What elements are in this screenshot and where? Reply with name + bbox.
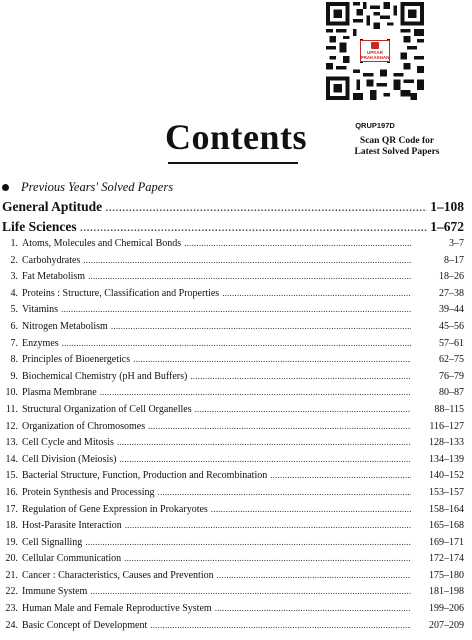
- item-title: Biochemical Chemistry (pH and Buffers): [22, 370, 188, 382]
- toc-item: [0, 504, 472, 521]
- item-pages: 3–7: [449, 238, 464, 249]
- dot-leader: [211, 504, 411, 514]
- toc-item: [0, 371, 472, 388]
- item-pages: 88–115: [434, 403, 464, 415]
- toc-item: [0, 570, 472, 587]
- section-pages: 1–108: [430, 199, 464, 214]
- item-title: Cancer : Characteristics, Causes and Prevention: [22, 569, 214, 581]
- item-number: 8.: [10, 354, 18, 366]
- item-number: 20.: [5, 553, 18, 565]
- dot-leader: [90, 586, 411, 596]
- item-pages: 116–127: [429, 420, 464, 432]
- item-title: Cell Division (Meiosis): [22, 453, 117, 465]
- item-title: Carbohydrates: [22, 254, 81, 266]
- item-number: 22.: [5, 586, 18, 598]
- toc-section: [0, 219, 472, 239]
- dot-leader: [125, 520, 411, 530]
- item-title: Cell Cycle and Mitosis: [22, 437, 114, 449]
- toc-item: [0, 387, 472, 404]
- item-title: Plasma Membrane: [22, 387, 97, 399]
- item-title: Enzymes: [22, 337, 59, 349]
- toc-item: [0, 586, 472, 603]
- item-title: Vitamins: [22, 304, 59, 316]
- item-number: 14.: [5, 453, 18, 465]
- item-pages: 153–157: [429, 486, 464, 498]
- toc-item: [0, 421, 472, 438]
- section-list: [0, 199, 472, 239]
- item-number: 17.: [5, 503, 18, 515]
- item-title: Cellular Communication: [22, 553, 122, 565]
- toc-item: [0, 354, 472, 371]
- toc-item: [0, 520, 472, 537]
- item-pages: 158–164: [429, 503, 464, 515]
- toc-item: [0, 271, 472, 288]
- item-pages: 45–56: [439, 320, 464, 332]
- toc-item: [0, 338, 472, 355]
- toc-item: [0, 255, 472, 272]
- dot-leader: [100, 387, 411, 397]
- item-number: 7.: [10, 337, 18, 349]
- item-title: Regulation of Gene Expression in Prokaryotes: [22, 503, 208, 515]
- dot-leader: [133, 354, 411, 364]
- item-title: Structural Organization of Cell Organelles: [22, 403, 192, 415]
- section-title: General Aptitude: [2, 199, 103, 214]
- item-number: 21.: [5, 569, 18, 581]
- qr-code-block: [326, 2, 424, 130]
- item-pages: 134–139: [429, 453, 464, 465]
- dot-leader: [148, 421, 411, 431]
- section-pages: 1–672: [430, 219, 464, 234]
- item-pages: 62–75: [439, 354, 464, 366]
- previous-papers-heading: [2, 180, 173, 195]
- item-title: Principles of Bioenergetics: [22, 354, 131, 366]
- toc-item: [0, 454, 472, 471]
- item-number: 10.: [5, 387, 18, 399]
- item-pages: 140–152: [429, 470, 464, 482]
- item-number: 2.: [10, 254, 18, 266]
- publisher-logo-line2: PRAKASHAN: [360, 55, 390, 60]
- dot-leader: [117, 437, 411, 447]
- item-title: Protein Synthesis and Processing: [22, 486, 155, 498]
- item-number: 15.: [5, 470, 18, 482]
- dot-leader: [158, 487, 412, 497]
- dot-leader: [111, 321, 411, 331]
- dot-leader: [124, 553, 411, 563]
- item-title: Proteins : Structure, Classification and Properties: [22, 287, 220, 299]
- item-number: 9.: [10, 370, 18, 382]
- publisher-logo-line1: UPKAR: [366, 50, 383, 55]
- dot-leader: [105, 199, 427, 215]
- dot-leader: [190, 371, 411, 381]
- dot-leader: [62, 338, 411, 348]
- item-title: Basic Concept of Development: [22, 619, 148, 631]
- item-pages: 165–168: [429, 520, 464, 532]
- toc-item: [0, 537, 472, 554]
- publisher-logo-mark: [371, 42, 379, 49]
- dot-leader: [222, 288, 411, 298]
- item-number: 5.: [10, 304, 18, 316]
- dot-leader: [195, 404, 411, 414]
- toc-item: [0, 553, 472, 570]
- item-number: 19.: [5, 536, 18, 548]
- item-number: 18.: [5, 520, 18, 532]
- item-pages: 8–17: [444, 254, 464, 266]
- item-number: 16.: [5, 486, 18, 498]
- item-pages: 207–209: [429, 619, 464, 631]
- toc-item: [0, 321, 472, 338]
- scan-note-line2: Latest Solved Papers: [354, 147, 440, 157]
- dot-leader: [83, 255, 411, 265]
- item-title: Human Male and Female Reproductive System: [22, 603, 212, 615]
- dot-leader: [80, 219, 428, 235]
- item-number: 13.: [5, 437, 18, 449]
- toc-item: [0, 620, 472, 637]
- dot-leader: [270, 470, 411, 480]
- bullet-icon: [2, 184, 9, 191]
- item-number: 23.: [5, 603, 18, 615]
- toc-item: [0, 404, 472, 421]
- item-pages: 18–26: [439, 271, 464, 283]
- toc-item: [0, 304, 472, 321]
- item-pages: 181–198: [429, 586, 464, 598]
- item-number: 6.: [10, 320, 18, 332]
- toc-section: [0, 199, 472, 219]
- previous-papers-heading-text: Previous Years' Solved Papers: [21, 180, 174, 194]
- item-number: 24.: [5, 619, 18, 631]
- item-pages: 39–44: [439, 304, 464, 316]
- qr-code-label: QRUP197D: [355, 121, 395, 130]
- dot-leader: [85, 537, 411, 547]
- item-title: Organization of Chromosomes: [22, 420, 146, 432]
- dot-leader: [150, 620, 411, 630]
- title-underline: [168, 162, 298, 164]
- item-number: 1.: [10, 238, 18, 249]
- publisher-logo: [360, 40, 390, 62]
- dot-leader: [215, 603, 411, 613]
- item-number: 4.: [10, 287, 18, 299]
- toc-item: [0, 470, 472, 487]
- toc-item: [0, 288, 472, 305]
- item-title: Fat Metabolism: [22, 271, 86, 283]
- dot-leader: [184, 238, 411, 248]
- toc-item: [0, 487, 472, 504]
- item-title: Bacterial Structure, Function, Production and Recombination: [22, 470, 268, 482]
- item-pages: 76–79: [439, 370, 464, 382]
- dot-leader: [88, 271, 411, 281]
- item-number: 12.: [5, 420, 18, 432]
- scan-note-line1: Scan QR Code for: [359, 136, 435, 146]
- toc-item: [0, 238, 472, 255]
- item-pages: 172–174: [429, 553, 464, 565]
- toc-item-list: [0, 238, 472, 636]
- item-pages: 27–38: [439, 287, 464, 299]
- toc-item: [0, 437, 472, 454]
- qr-code-image: [326, 2, 424, 100]
- item-title: Immune System: [22, 586, 88, 598]
- dot-leader: [61, 304, 411, 314]
- page-title: Contents: [164, 117, 307, 157]
- item-pages: 80–87: [439, 387, 464, 399]
- item-pages: 57–61: [439, 337, 464, 349]
- item-pages: 199–206: [429, 603, 464, 615]
- item-title: Nitrogen Metabolism: [22, 320, 108, 332]
- toc-item: [0, 603, 472, 620]
- item-title: Cell Signalling: [22, 536, 83, 548]
- item-pages: 175–180: [429, 569, 464, 581]
- item-pages: 128–133: [429, 437, 464, 449]
- dot-leader: [217, 570, 411, 580]
- dot-leader: [119, 454, 411, 464]
- item-pages: 169–171: [429, 536, 464, 548]
- item-number: 3.: [10, 271, 18, 283]
- item-title: Atoms, Molecules and Chemical Bonds: [22, 238, 182, 249]
- item-number: 11.: [5, 403, 18, 415]
- section-title: Life Sciences: [2, 219, 77, 234]
- item-title: Host-Parasite Interaction: [22, 520, 122, 532]
